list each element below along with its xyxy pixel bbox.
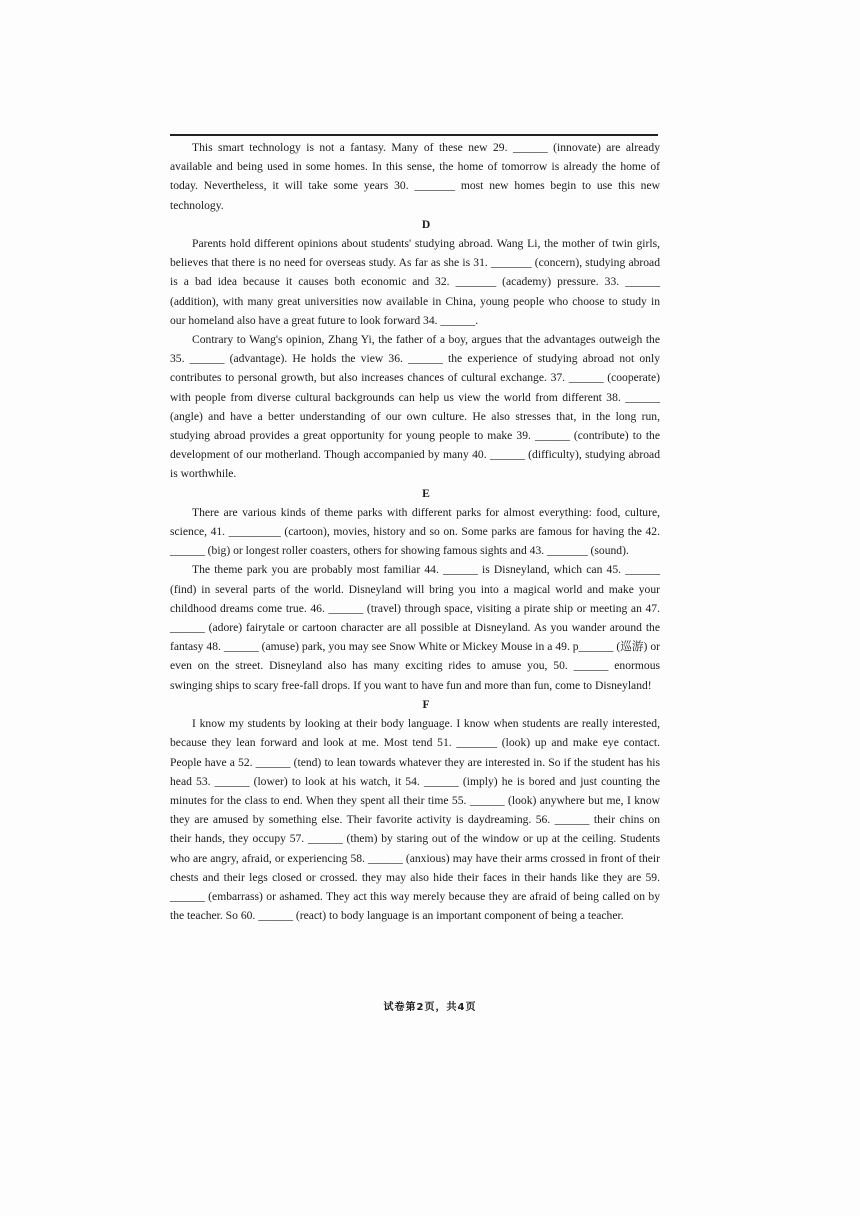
section-d-paragraph-2: Contrary to Wang's opinion, Zhang Yi, the father of a boy, argues that the advantages outweigh the 35. ______ (advantage). He holds the view 36. ______ the experience of studying abroad not only contributes to personal growth, but also increases chances of cultural exchange. 37. ______ (cooperate) with people from diverse cultural backgrounds can help us view the world from different 38. ______ (angle) and have a better understanding of our own culture. He also stresses that, in the long run, studying abroad provides a great opportunity for young people to make 39. ______ (contribute) to the development of our motherland. Though accompanied by many 40. ______ (difficulty), studying abroad is worthwhile.	[170, 333, 660, 481]
section-f-paragraph-1: I know my students by looking at their body language. I know when students are really interested, because they lean forward and look at me. Most tend 51. _______ (look) up and make eye contact. People have a 52. ______ (tend) to lean towards whatever they are interested in. So if the student has his head 53. ______ (lower) to look at his watch, it 54. ______ (imply) he is bored and just counting the minutes for the class to end. When they spent all their time 55. ______ (look) anywhere but me, I know they are amused by something else. Their favorite activity is daydreaming. 56. ______ their chins on their hands, they occupy 57. ______ (them) by staring out of the window or up at the ceiling. Students who are angry, afraid, or experiencing 58. ______ (anxious) may have their arms crossed in front of their chests and their legs closed or crossed. they may also hide their faces in their hands like they are 59. ______ (embarrass) or ashamed. They act this way merely because they are afraid of being called on by the teacher. So 60. ______ (react) to body language is an important component of being a teacher.	[170, 717, 660, 923]
section-e-paragraph-2: The theme park you are probably most familiar 44. ______ is Disneyland, which can 45. ______ (find) in several parts of the world. Disneyland will bring you into a magical world and make your childhood dreams come true. 46. ______ (travel) through space, visiting a pirate ship or meeting an 47. ______ (adore) fairytale or cartoon character are all possible at Disneyland. As you wander around the fantasy 48. ______ (amuse) park, you may see Snow White or Mickey Mouse in a 49. p______ (巡游) or even on the street. Disneyland also has many exciting rides to amuse you, 50. ______ enormous swinging ships to scary free-fall drops. If you want to have fun and more than fun, come to Disneyland!	[170, 563, 660, 692]
page-footer: 试卷第2页，共4页	[383, 1002, 477, 1013]
section-f-heading: F	[422, 697, 430, 711]
section-e-heading: E	[422, 486, 430, 500]
top-divider	[170, 134, 658, 136]
section-e-paragraph-1: There are various kinds of theme parks with different parks for almost everything: food, culture, science, 41. _________ (cartoon), movies, history and so on. Some parks are famous for having the 42. ______ (big) or longest roller coasters, others for showing famous sights and 43. _______ (sound).	[170, 505, 660, 558]
section-c-tail-paragraph: This smart technology is not a fantasy. Many of these new 29. ______ (innovate) are already available and being used in some homes. In this sense, the home of tomorrow is already the home of today. Nevertheless, it will take some years 30. _______ most new homes begin to use this new technology.	[170, 141, 660, 212]
section-d-paragraph-1: Parents hold different opinions about students' studying abroad. Wang Li, the mother of twin girls, believes that there is no need for overseas study. As far as she is 31. _______ (concern), studying abroad is a bad idea because it causes both economic and 32. _______ (academy) pressure. 33. ______ (addition), with many great universities now available in China, young people who choose to study in our homeland also have a great future to look forward 34. ______.	[170, 237, 660, 327]
exam-content	[170, 138, 660, 925]
section-d-heading: D	[421, 217, 431, 231]
